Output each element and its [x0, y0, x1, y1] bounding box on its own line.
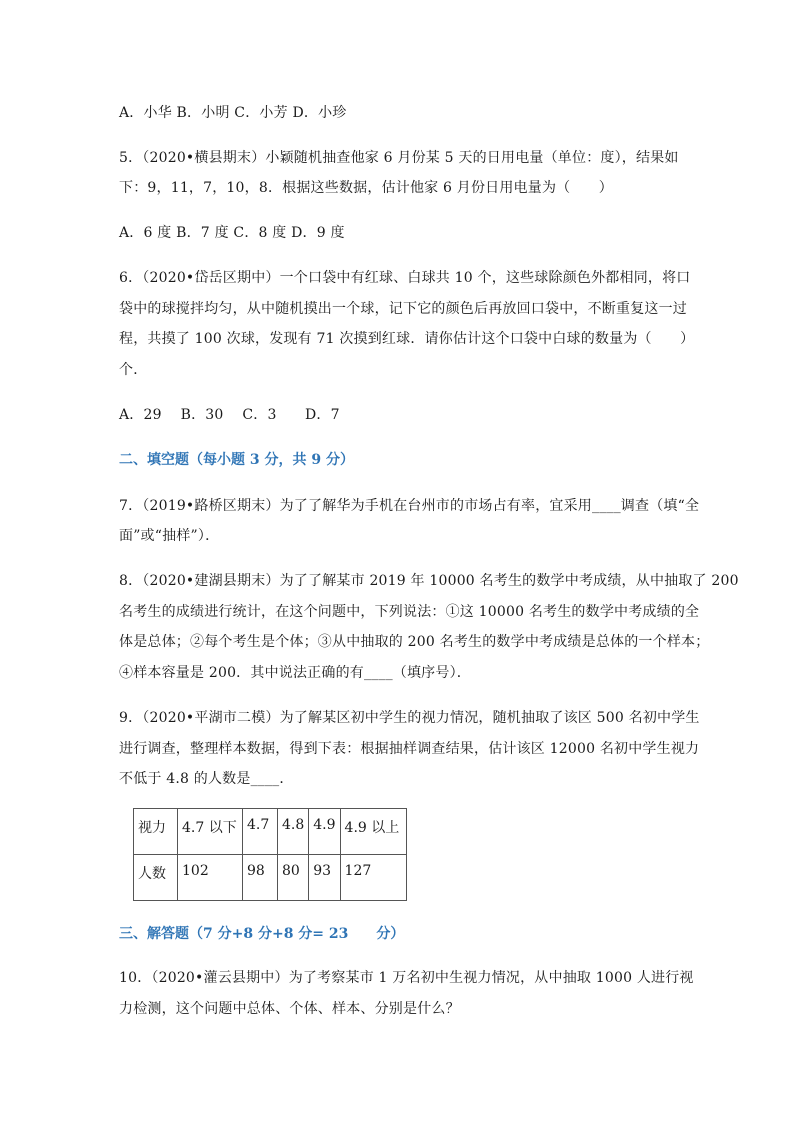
q10-text-line-2: 力检测，这个问题中总体、个体、样本、分别是什么？ — [119, 1001, 460, 1017]
table-cell: 127 — [340, 855, 406, 901]
q9-text-line-3: 不低于 4.8 的人数是____． — [119, 771, 294, 787]
table-cell: 4.9 以上 — [340, 809, 406, 855]
q6-text-line-4: 个． — [119, 362, 148, 378]
q5-text-line-1: 5．（2020•横县期末）小颖随机抽查他家 6 月份某 5 天的日用电量（单位：度），结果如 — [119, 150, 679, 166]
q9-text-line-1: 9．（2020•平湖市二模）为了解某区初中学生的视力情况，随机抽取了该区 500 名初中学生 — [119, 710, 700, 726]
q8-text-line-3: 体是总体；②每个考生是个体；③从中抽取的 200 名考生的数学中考成绩是总体的一个样本； — [119, 634, 710, 650]
table-cell: 4.7 — [243, 809, 278, 855]
table-cell: 视力 — [134, 809, 178, 855]
q7-text-line-2: 面”或“抽样”）． — [119, 528, 220, 544]
table-cell: 98 — [243, 855, 278, 901]
q5-options: A．6 度 B．7 度 C．8 度 D．9 度 — [119, 225, 345, 241]
table-row — [134, 855, 407, 901]
q4-options: A．小华 B．小明 C．小芳 D．小珍 — [119, 105, 347, 121]
q6-options: A．29 B．30 C．3 D．7 — [119, 407, 340, 423]
q8-text-line-1: 8．（2020•建湖县期末）为了了解某市 2019 年 10000 名考生的数学中考成绩，从中抽取了 200 — [119, 573, 739, 589]
table-cell: 93 — [309, 855, 340, 901]
q9-text-line-2: 进行调查，整理样本数据，得到下表：根据抽样调查结果，估计该区 12000 名初中学生视力 — [119, 741, 700, 757]
table-row — [134, 809, 407, 855]
table-cell: 4.9 — [309, 809, 340, 855]
q10-text-line-1: 10．（2020•灌云县期中）为了考察某市 1 万名初中生视力情况，从中抽取 1000 人进行视 — [119, 970, 694, 986]
q6-text-line-2: 袋中的球搅拌均匀，从中随机摸出一个球，记下它的颜色后再放回口袋中，不断重复这一过 — [119, 301, 687, 317]
table-cell: 4.7 以下 — [178, 809, 243, 855]
q6-text-line-3: 程，共摸了 100 次球，发现有 71 次摸到红球．请你估计这个口袋中白球的数量为（ ） — [119, 331, 695, 347]
q8-text-line-2: 名考生的成绩进行统计，在这个问题中，下列说法：①这 10000 名考生的数学中考成绩的全 — [119, 604, 700, 620]
table-cell: 人数 — [134, 855, 178, 901]
table-cell: 102 — [178, 855, 243, 901]
table-cell: 4.8 — [278, 809, 309, 855]
q6-text-line-1: 6．（2020•岱岳区期中）一个口袋中有红球、白球共 10 个，这些球除颜色外都相同，将口 — [119, 270, 691, 286]
q7-text-line-1: 7．（2019•路桥区期末）为了了解华为手机在台州市的市场占有率，宜采用____调查（填“全 — [119, 498, 700, 514]
table-cell: 80 — [278, 855, 309, 901]
section-answer-title: 三、解答题（7 分+8 分+8 分= 23 分） — [119, 926, 405, 942]
q5-text-line-2: 下：9，11，7，10，8．根据这些数据，估计他家 6 月份日用电量为（ ） — [119, 180, 613, 196]
section-fill-in-title: 二、填空题（每小题 3 分，共 9 分） — [119, 452, 354, 468]
vision-table — [133, 808, 407, 901]
q8-text-line-4: ④样本容量是 200．其中说法正确的有____（填序号）． — [119, 665, 471, 681]
